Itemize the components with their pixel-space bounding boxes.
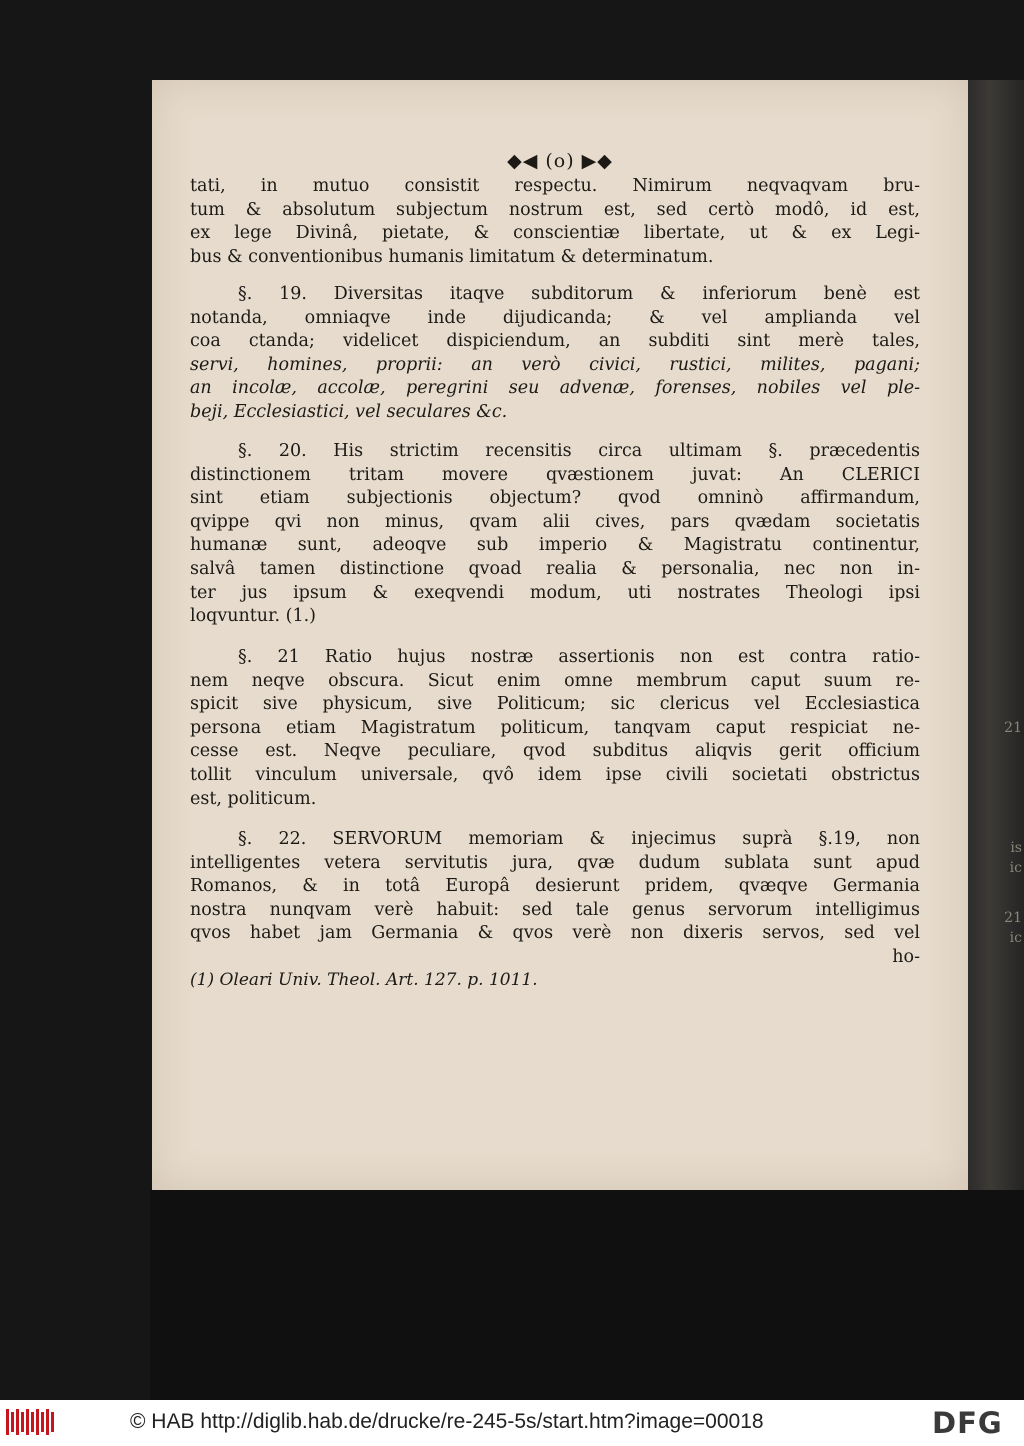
text-line: §. 20. His strictim recensitis circa ultimam §. præcedentis <box>238 441 920 461</box>
text-line: bus & conventionibus humanis limitatum & determinatum. <box>190 246 714 267</box>
text-line: spicit sive physicum, sive Politicum; sic clericus vel Ecclesiastica <box>190 694 920 715</box>
edge-mark: ic <box>1009 860 1022 876</box>
text-line: §. 19. Diversitas itaqve subditorum & inferiorum benè est <box>238 284 920 304</box>
scan-margin <box>150 1190 1024 1400</box>
text-line: salvâ tamen distinctione qvoad realia & personalia, nec non in- <box>190 558 920 579</box>
paragraph-20 <box>190 440 920 629</box>
text-line: beji, Ecclesiastici, vel seculares &c. <box>190 401 508 422</box>
paragraph-21 <box>190 646 920 811</box>
text-line: intelligentes vetera servitutis jura, qvæ dudum sublata sunt apud <box>190 852 920 873</box>
edge-mark: 21 <box>1004 720 1022 736</box>
text-line: nem neqve obscura. Sicut enim omne membrum caput suum re- <box>190 670 920 691</box>
text-line: servi, homines, proprii: an verò civici, rustici, milites, pagani; <box>190 354 920 375</box>
catchword: ho- <box>892 946 920 967</box>
text-line: est, politicum. <box>190 788 317 809</box>
text-line: ex lege Divinâ, pietate, & conscientiæ libertate, ut & ex Legi- <box>190 223 920 244</box>
footer-bar <box>0 1400 1024 1446</box>
paragraph-continuation <box>190 175 920 269</box>
edge-mark: ic <box>1009 930 1022 946</box>
footnote <box>190 969 920 993</box>
text-line: humanæ sunt, adeoqve sub imperio & Magistratu continentur, <box>190 535 920 556</box>
text-line: coa ctanda; videlicet dispiciendum, an subditi sint merè tales, <box>190 331 920 352</box>
dfg-logo: DFG <box>932 1406 1003 1440</box>
text-line: notanda, omniaqve inde dijudicanda; & vel amplianda vel <box>190 307 920 328</box>
text-line: Romanos, & in totâ Europâ desierunt pridem, qvæqve Germania <box>190 876 920 897</box>
edge-mark: 21 <box>1004 910 1022 926</box>
text-line: cesse est. Neqve peculiare, qvod subditus aliqvis gerit officium <box>190 741 920 762</box>
text-line: §. 21 Ratio hujus nostræ assertionis non est contra ratio- <box>238 647 920 667</box>
text-line: qvippe qvi non minus, qvam alii cives, pars qvædam societatis <box>190 511 920 532</box>
hab-logo-icon <box>6 1409 54 1435</box>
footnote-text: (1) Oleari Univ. Theol. Art. 127. p. 1011. <box>190 970 538 990</box>
text-line: sint etiam subjectionis objectum? qvod omninò affirmandum, <box>190 488 920 509</box>
text-line: distinctionem tritam movere qvæstionem juvat: An CLERICI <box>190 464 920 485</box>
text-line: ter jus ipsum & exeqvendi modum, uti nostrates Theologi ipsi <box>190 582 920 603</box>
text-line: an incolæ, accolæ, peregrini seu advenæ, forenses, nobiles vel ple- <box>190 378 920 399</box>
adjacent-page-edge <box>968 80 1024 1190</box>
text-line: nostra nunqvam verè habuit: sed tale genus servorum intelligimus <box>190 899 920 920</box>
text-line: tati, in mutuo consistit respectu. Nimirum neqvaqvam bru- <box>190 176 920 196</box>
edge-mark: is <box>1010 840 1022 856</box>
text-line: qvos habet jam Germania & qvos verè non dixeris servos, sed vel <box>190 923 920 944</box>
ornament-right-icon: ▶◆ <box>581 150 613 172</box>
paragraph-22 <box>190 828 920 970</box>
text-line: §. 22. SERVORUM memoriam & injecimus suprà §.19, non <box>238 829 920 849</box>
text-line: tollit vinculum universale, qvô idem ipse civili societati obstrictus <box>190 764 920 785</box>
paragraph-19 <box>190 283 920 425</box>
ornament-left-icon: ◆◀ <box>507 150 539 172</box>
text-line: persona etiam Magistratum politicum, tanqvam caput respiciat ne- <box>190 717 920 738</box>
text-line: tum & absolutum subjectum nostrum est, sed certò modô, id est, <box>190 199 920 220</box>
copyright-link[interactable]: © HAB http://diglib.hab.de/drucke/re-245-5s/start.htm?image=00018 <box>130 1410 764 1433</box>
page-number: ◆◀ (o) ▶◆ <box>507 150 613 172</box>
text-line: loqvuntur. (1.) <box>190 606 316 627</box>
